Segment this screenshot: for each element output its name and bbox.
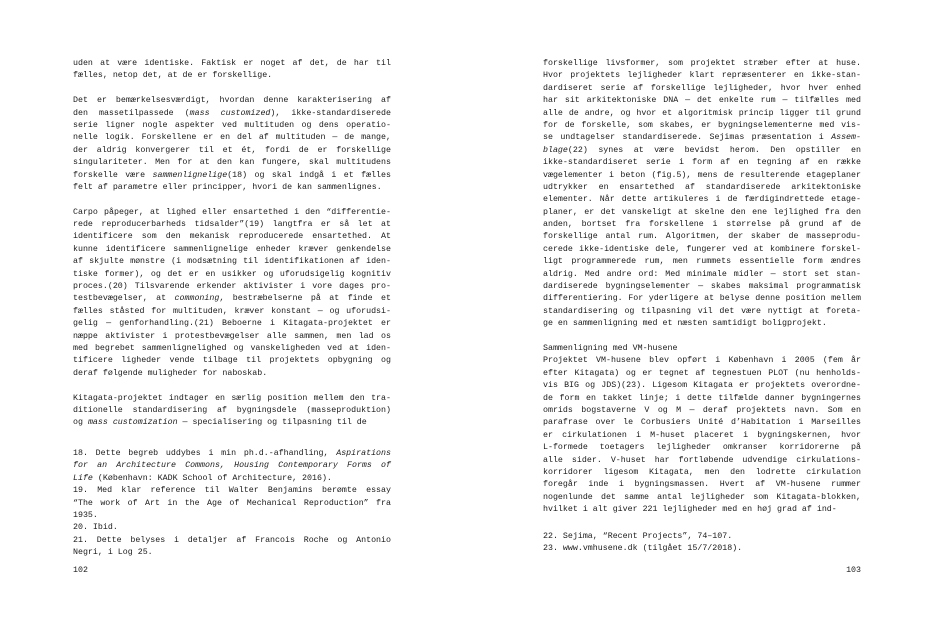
text-line: anden, bortset fra forskellene i størrelse på grund af de — [543, 220, 861, 230]
text-line: ge en sammenligning med et næsten samtidigt boligprojekt. — [543, 319, 827, 329]
text-line: Life (København: KADK School of Architecture, 2016). — [73, 473, 332, 483]
text-line: Det er bemærkelsesværdigt, hvordan denne karakterisering af — [73, 96, 391, 106]
text-line: fælles, netop det, at de er forskellige. — [73, 71, 273, 81]
text-line: for de forskelle, som skabes, er bygningselementerne med vis- — [543, 120, 861, 130]
footnote — [73, 485, 391, 522]
text-line: er cirkulationen i M-huset placeret i bygningskernen, hvor — [543, 430, 861, 440]
page-103-body — [543, 58, 861, 516]
text-line: korridorer ligesom Kitagata, men den lodrette cirkulation — [543, 467, 861, 477]
text-line: 20. Ibid. — [73, 523, 118, 533]
footnote — [73, 535, 391, 560]
text-line: 23. www.vmhusene.dk (tilgået 15/7/2018). — [543, 544, 743, 554]
page-102-footnotes — [73, 448, 391, 560]
text-line: for an Architecture Commons, Housing Contemporary Forms of — [73, 461, 391, 471]
footnote — [543, 531, 861, 543]
page-103-footnotes — [543, 531, 861, 556]
text-line: ligt programmerede rum, men rummets essentielle form ændres — [543, 257, 861, 267]
text-line: deraf følgende muligheder for naboskab. — [73, 368, 268, 378]
text-line: ikke-standardiseret serie i form af en tegning af en række — [543, 158, 861, 168]
paragraph — [543, 58, 861, 331]
text-line: forskellige antal rum. Algoritmen, der skaber de masseprodu- — [543, 232, 861, 242]
text-line: Kitagata-projektet indtager en særlig position mellem den tra- — [73, 393, 391, 403]
text-line: gelig — genforhandling.(21) Beboerne i Kitagata-projektet er — [73, 319, 391, 329]
text-line: “The work of Art in the Age of Mechanical Reproduction” fra — [73, 498, 391, 508]
footnote — [543, 543, 861, 555]
paragraph — [73, 58, 391, 83]
footnote — [73, 522, 391, 534]
text-line: med begrebet sammenlignelighed og vanskeligheden ved at iden- — [73, 343, 391, 353]
text-line: elementer. Når dette artikuleres i de færdigindrettede etage- — [543, 195, 861, 205]
text-line: udtrykker en ensartethed af standardiserede arkitektoniske — [543, 182, 861, 192]
text-line: differentiering. For yderligere at belyse denne position mellem — [543, 294, 861, 304]
text-line: de form en takket linje; i dette tilfælde danner bygningernes — [543, 393, 861, 403]
text-line: ditionelle standardisering af bygningsdele (masseproduktion) — [73, 405, 391, 415]
text-line: 1935. — [73, 510, 98, 520]
text-line: fælles ståsted for multituden, kræver konstant — og uforudsi- — [73, 306, 391, 316]
text-line: vis BIG og JDS)(23). Ligesom Kitagata er projektets overordne- — [543, 381, 861, 391]
text-line: vægelementer i beton (fig.5), mens de resulterende etageplaner — [543, 170, 861, 180]
text-line: L-formede toetagers lejligheder omkranser korridorerne på — [543, 443, 861, 453]
text-line: 22. Sejima, “Recent Projects”, 74–107. — [543, 532, 733, 541]
text-line: og mass customization — specialisering og tilpasning til de — [73, 418, 367, 428]
footnote — [73, 448, 391, 485]
text-line: se undtagelser standardiserede. Sejimas præsentation i Assem- — [543, 133, 861, 143]
text-line: efter Kitagata) og er tegnet af tegnestuen PLOT (nu henholds- — [543, 368, 861, 378]
text-line: forskelle være sammenlignelige(18) og skal indgå i et fælles — [73, 170, 391, 180]
text-line: testbevægelser, at commoning, bestræbelserne på at finde et — [73, 294, 391, 304]
section-heading — [543, 343, 861, 355]
text-line: tificere ligheder vende tilbage til projektets opbygning og — [73, 356, 391, 366]
text-line: aldrig. Med andre ord: Med minimale midler — stort set stan- — [543, 269, 861, 279]
text-line: hvilket i alt giver 221 lejligheder med en høj grad af ind- — [543, 505, 837, 515]
text-line: 21. Dette belyses i detaljer af Francois Roche og Antonio — [73, 535, 391, 545]
text-line: tiske former), og det er en usikker og uforudsigelig kognitiv — [73, 269, 391, 279]
text-line: Projektet VM-husene blev opført i København i 2005 (fem år — [543, 356, 861, 366]
text-line: nelle logik. Forskellene er en del af multituden — de mange, — [73, 133, 391, 143]
text-line: dardiserede bygningselementer — skabes maksimal programmatisk — [543, 282, 861, 292]
text-line: der aldrig konvergerer til et ét, fordi de er forskellige — [73, 145, 391, 155]
paragraph — [543, 355, 861, 516]
text-line: forskellige livsformer, som projektet stræber efter at huse. — [543, 59, 861, 68]
text-line: omrids bogstaverne V og M — deraf projektets navn. Som en — [543, 405, 861, 415]
paragraph — [73, 95, 391, 194]
text-line: alle sider. V-huset har fortløbende udvendige cirkulations- — [543, 455, 861, 465]
text-line: Negri, i Log 25. — [73, 548, 153, 558]
text-line: blage(22) synes at være bevidst herom. Den opstiller en — [543, 145, 861, 155]
text-line: cerede ikke-identiske dele, fungerer ved at kombinere forskel- — [543, 244, 861, 254]
page-number-right: 103 — [846, 566, 861, 575]
text-line: foregår inde i bygningsmassen. Hvert af VM-husene rummer — [543, 480, 861, 490]
text-line: dardiseret serie af forskellige lejligheder, hvor hver enhed — [543, 83, 861, 93]
page-102-body — [73, 58, 391, 430]
text-line: planer, er det vanskeligt at skelne den ene lejlighed fra den — [543, 207, 861, 217]
text-line: alle de andre, og hvor et algoritmisk princip ligger til grund — [543, 108, 861, 118]
text-line: parafrase over le Corbusiers Unité d’Habitation i Marseilles — [543, 418, 861, 428]
text-line: serie ligner nogle aspekter ved multituden og dens operatio- — [73, 120, 391, 130]
text-line: af skjulte mønstre (i modsætning til identifikationen af iden- — [73, 257, 391, 267]
paragraph — [73, 393, 391, 430]
text-line: singulariteter. Men for at den kan fungere, skal multitudens — [73, 158, 391, 168]
text-line: 19. Med klar reference til Walter Benjamins berømte essay — [73, 486, 391, 496]
text-line: har sit arkitektoniske DNA — det enkelte rum — tilfælles med — [543, 96, 861, 106]
page-number-left: 102 — [73, 566, 88, 575]
text-line: proces.(20) Tilsvarende erkender aktivister i vore dages pro- — [73, 282, 391, 292]
text-line: felt af parametre eller principper, hvori de kan sammenlignes. — [73, 182, 382, 192]
text-line: Hvor projektets lejligheder klart repræsenterer en ikke-stan- — [543, 71, 861, 81]
text-line: uden at være identiske. Faktisk er noget af det, de har til — [73, 59, 391, 68]
text-line: Carpo påpeger, at lighed eller ensartethed i den “differentie- — [73, 207, 391, 217]
text-line: næppe aktivister i protestbevægelser alle sammen, men lad os — [73, 331, 391, 341]
text-line: identificere som den mekanisk reproducerede ensartethed. At — [73, 232, 391, 242]
text-line: standardisering og tilpasning vil det være nyttigt at foreta- — [543, 306, 861, 316]
text-line: 18. Dette begreb uddybes i min ph.d.-afhandling, Aspirations — [73, 449, 391, 458]
text-line: den massetilpassede (mass customized), ikke-standardiserede — [73, 108, 391, 118]
paragraph — [73, 207, 391, 380]
text-line: rede reproducerbarheds tidsalder”(19) langtfra er så let at — [73, 220, 391, 230]
text-line: nogenlunde det samme antal lejligheder som Kitagata-blokken, — [543, 492, 861, 502]
text-line: kunne identificere sammenlignelige enheder kræver genkendelse — [73, 244, 391, 254]
text-line: Sammenligning med VM-husene — [543, 343, 678, 353]
